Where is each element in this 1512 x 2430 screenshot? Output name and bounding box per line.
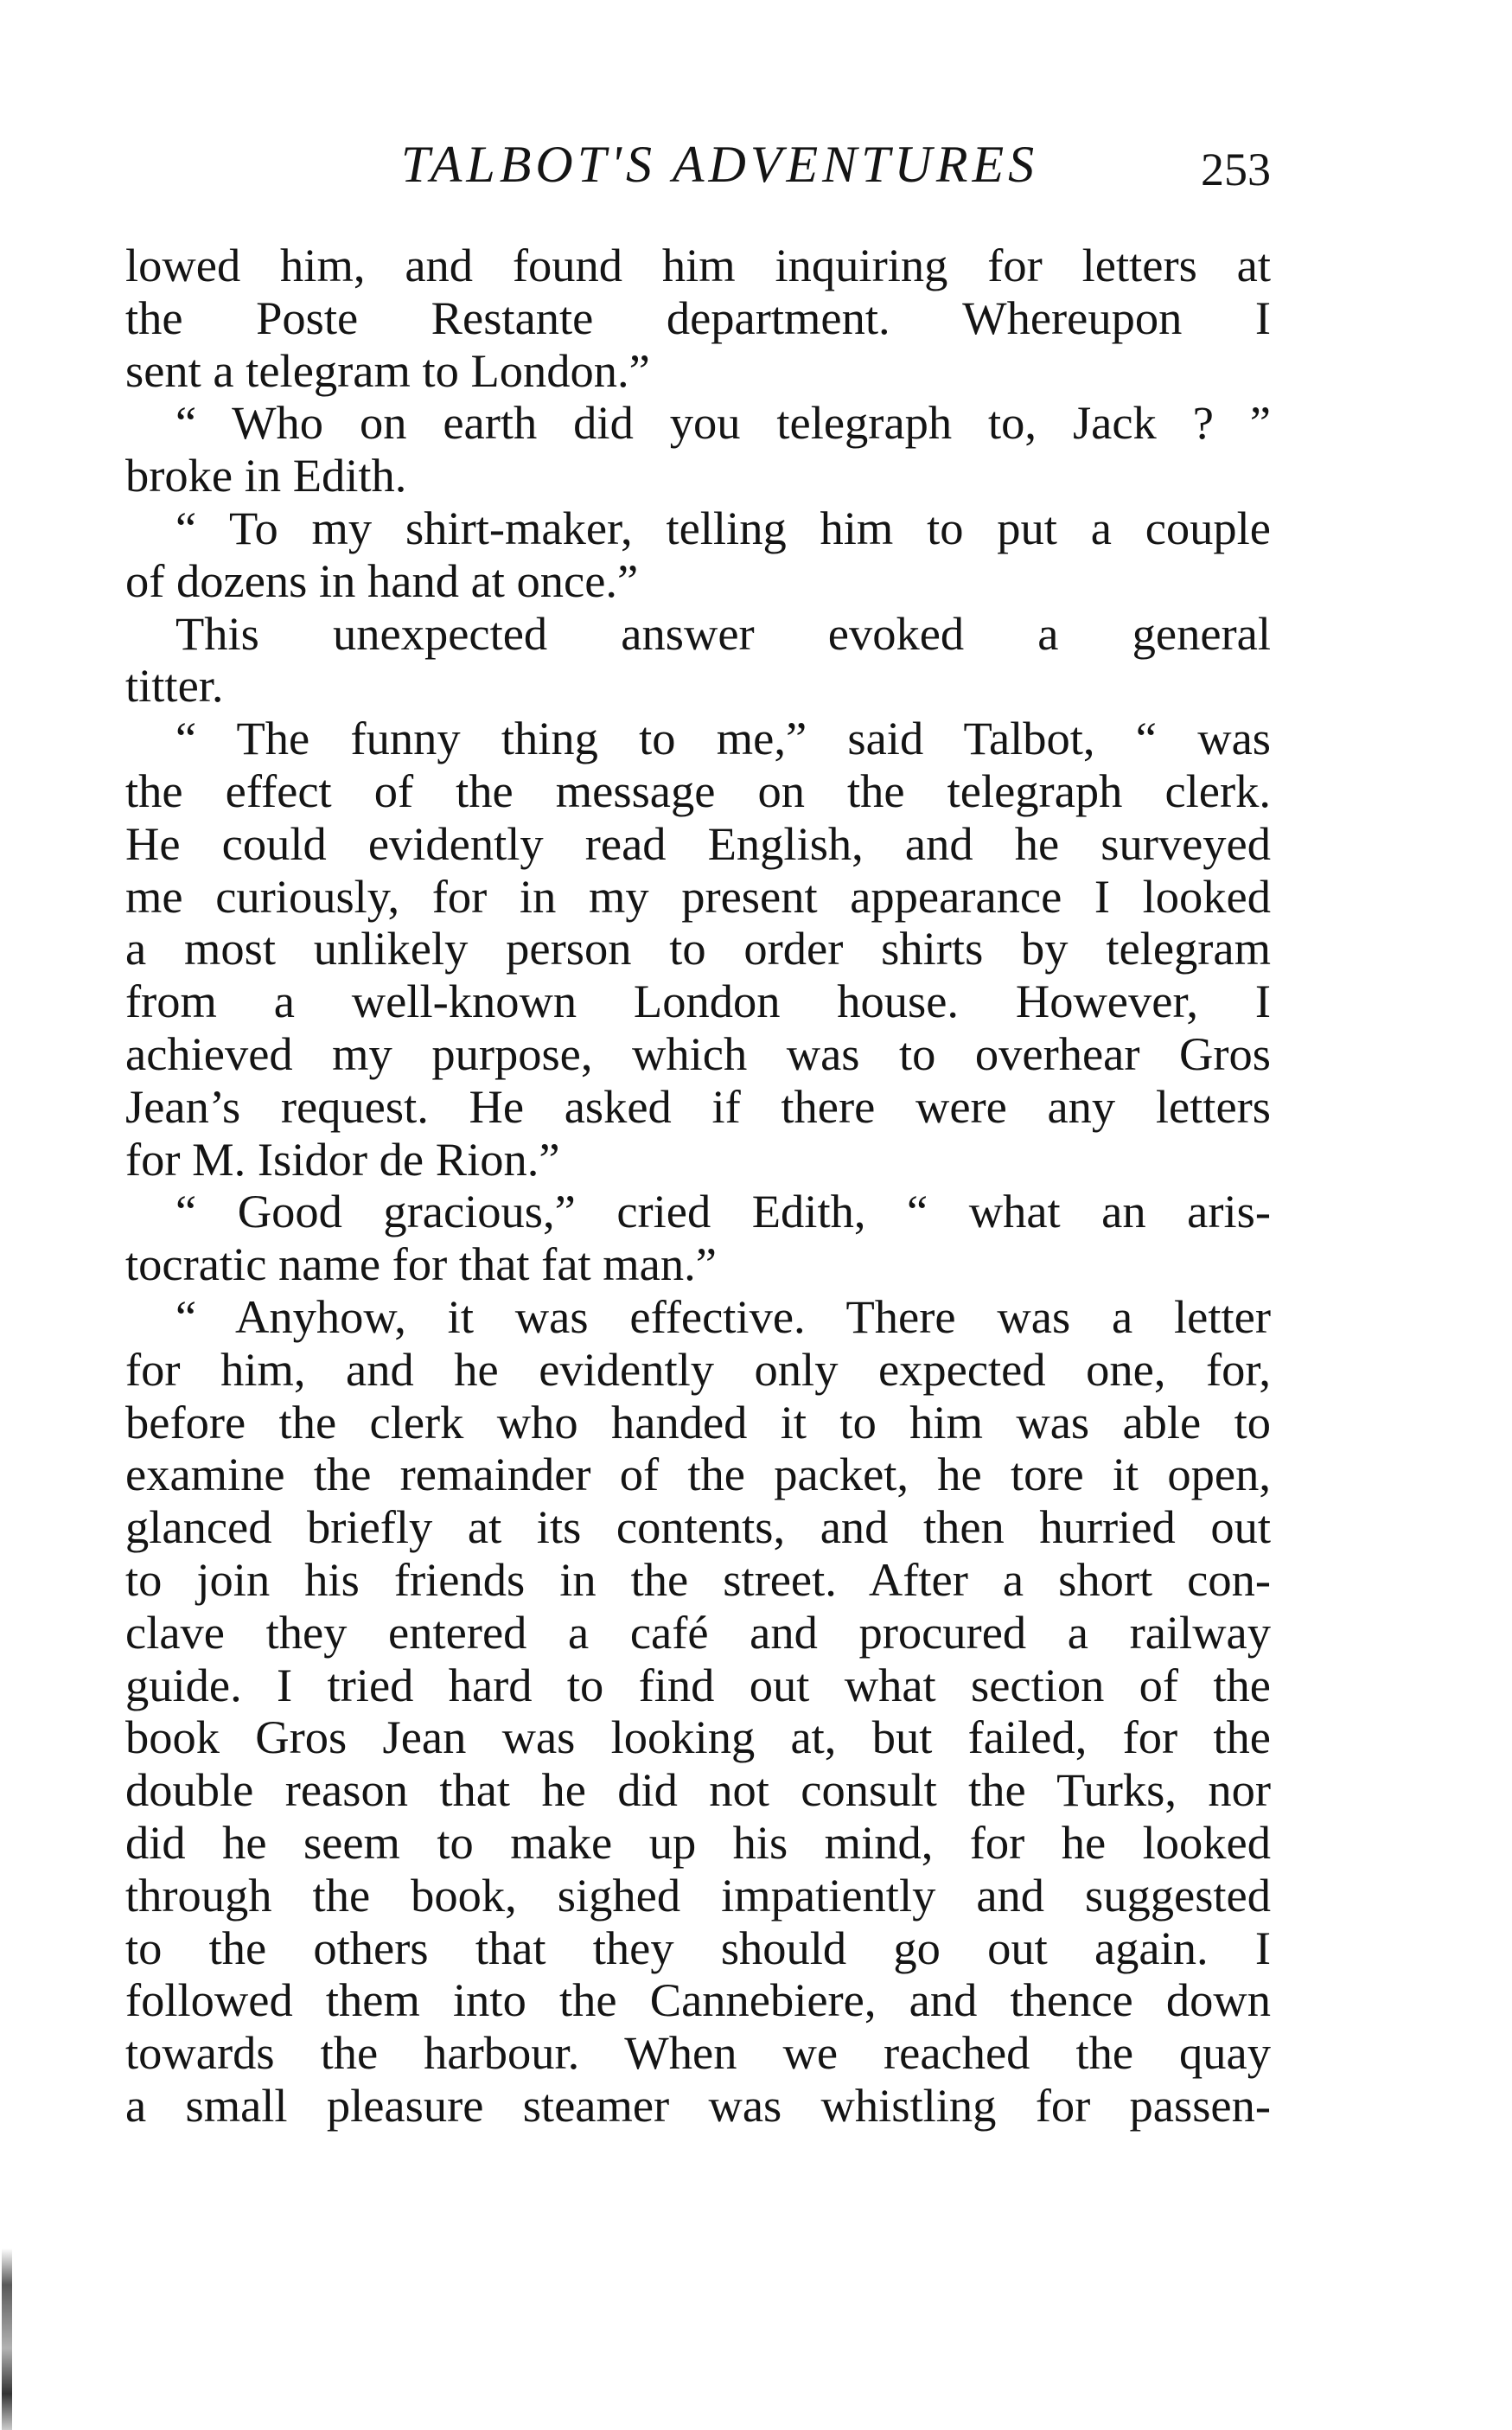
text-line: to join his friends in the street. After a short con- <box>125 1552 1271 1606</box>
page-number: 253 <box>1201 144 1271 195</box>
text-line: Jean’s request. He asked if there were any letters <box>125 1079 1271 1133</box>
text-line: guide. I tried hard to find out what section of the <box>125 1658 1271 1711</box>
body-text <box>125 240 1271 2133</box>
text-line: the effect of the message on the telegraph clerk. <box>125 764 1271 817</box>
text-line: examine the remainder of the packet, he tore it open, <box>125 1448 1271 1501</box>
text-line: glanced briefly at its contents, and then hurried out <box>125 1500 1271 1554</box>
text-line: achieved my purpose, which was to overhear Gros <box>125 1026 1271 1080</box>
text-line: through the book, sighed impatiently and suggested <box>125 1868 1271 1922</box>
text-line: the Poste Restante department. Whereupon I <box>125 291 1271 344</box>
text-line: of dozens in hand at once.” <box>125 553 639 607</box>
text-line: “ Good gracious,” cried Edith, “ what an aris- <box>175 1185 1271 1238</box>
running-title: TALBOT'S ADVENTURES <box>400 136 1039 193</box>
text-line: did he seem to make up his mind, for he looked <box>125 1815 1271 1869</box>
text-line: for him, and he evidently only expected one, for, <box>125 1342 1271 1396</box>
scan-edge-mark <box>2 2248 12 2430</box>
text-line: This unexpected answer evoked a general <box>175 606 1271 660</box>
text-line: for M. Isidor de Rion.” <box>125 1132 560 1186</box>
text-line: broke in Edith. <box>125 449 407 502</box>
text-line: towards the harbour. When we reached the quay <box>125 2026 1271 2080</box>
text-line: to the others that they should go out again. I <box>125 1921 1271 1974</box>
text-line: clave they entered a café and procured a railway <box>125 1605 1271 1659</box>
text-line: book Gros Jean was looking at, but failed, for the <box>125 1711 1271 1764</box>
text-line: me curiously, for in my present appearance I looked <box>125 869 1271 923</box>
text-line: double reason that he did not consult the Turks, nor <box>125 1763 1271 1817</box>
text-line: followed them into the Cannebiere, and thence down <box>125 1973 1271 2027</box>
text-line: “ To my shirt-maker, telling him to put a couple <box>175 501 1271 554</box>
text-line: “ The funny thing to me,” said Talbot, “ was <box>175 712 1271 765</box>
text-line: titter. <box>125 659 224 713</box>
text-line: lowed him, and found him inquiring for letters at <box>125 239 1271 291</box>
text-line: “ Who on earth did you telegraph to, Jack ? ” <box>175 396 1271 450</box>
text-line: “ Anyhow, it was effective. There was a letter <box>175 1289 1271 1343</box>
text-line: from a well-known London house. However, I <box>125 975 1271 1028</box>
text-line: tocratic name for that fat man.” <box>125 1237 717 1291</box>
text-line: a small pleasure steamer was whistling for passen- <box>125 2078 1271 2132</box>
text-line: before the clerk who handed it to him was able to <box>125 1395 1271 1448</box>
running-head <box>125 130 1271 199</box>
text-line: He could evidently read English, and he surveyed <box>125 816 1271 870</box>
text-line: a most unlikely person to order shirts by telegram <box>125 922 1271 975</box>
text-line: sent a telegram to London.” <box>125 343 650 397</box>
